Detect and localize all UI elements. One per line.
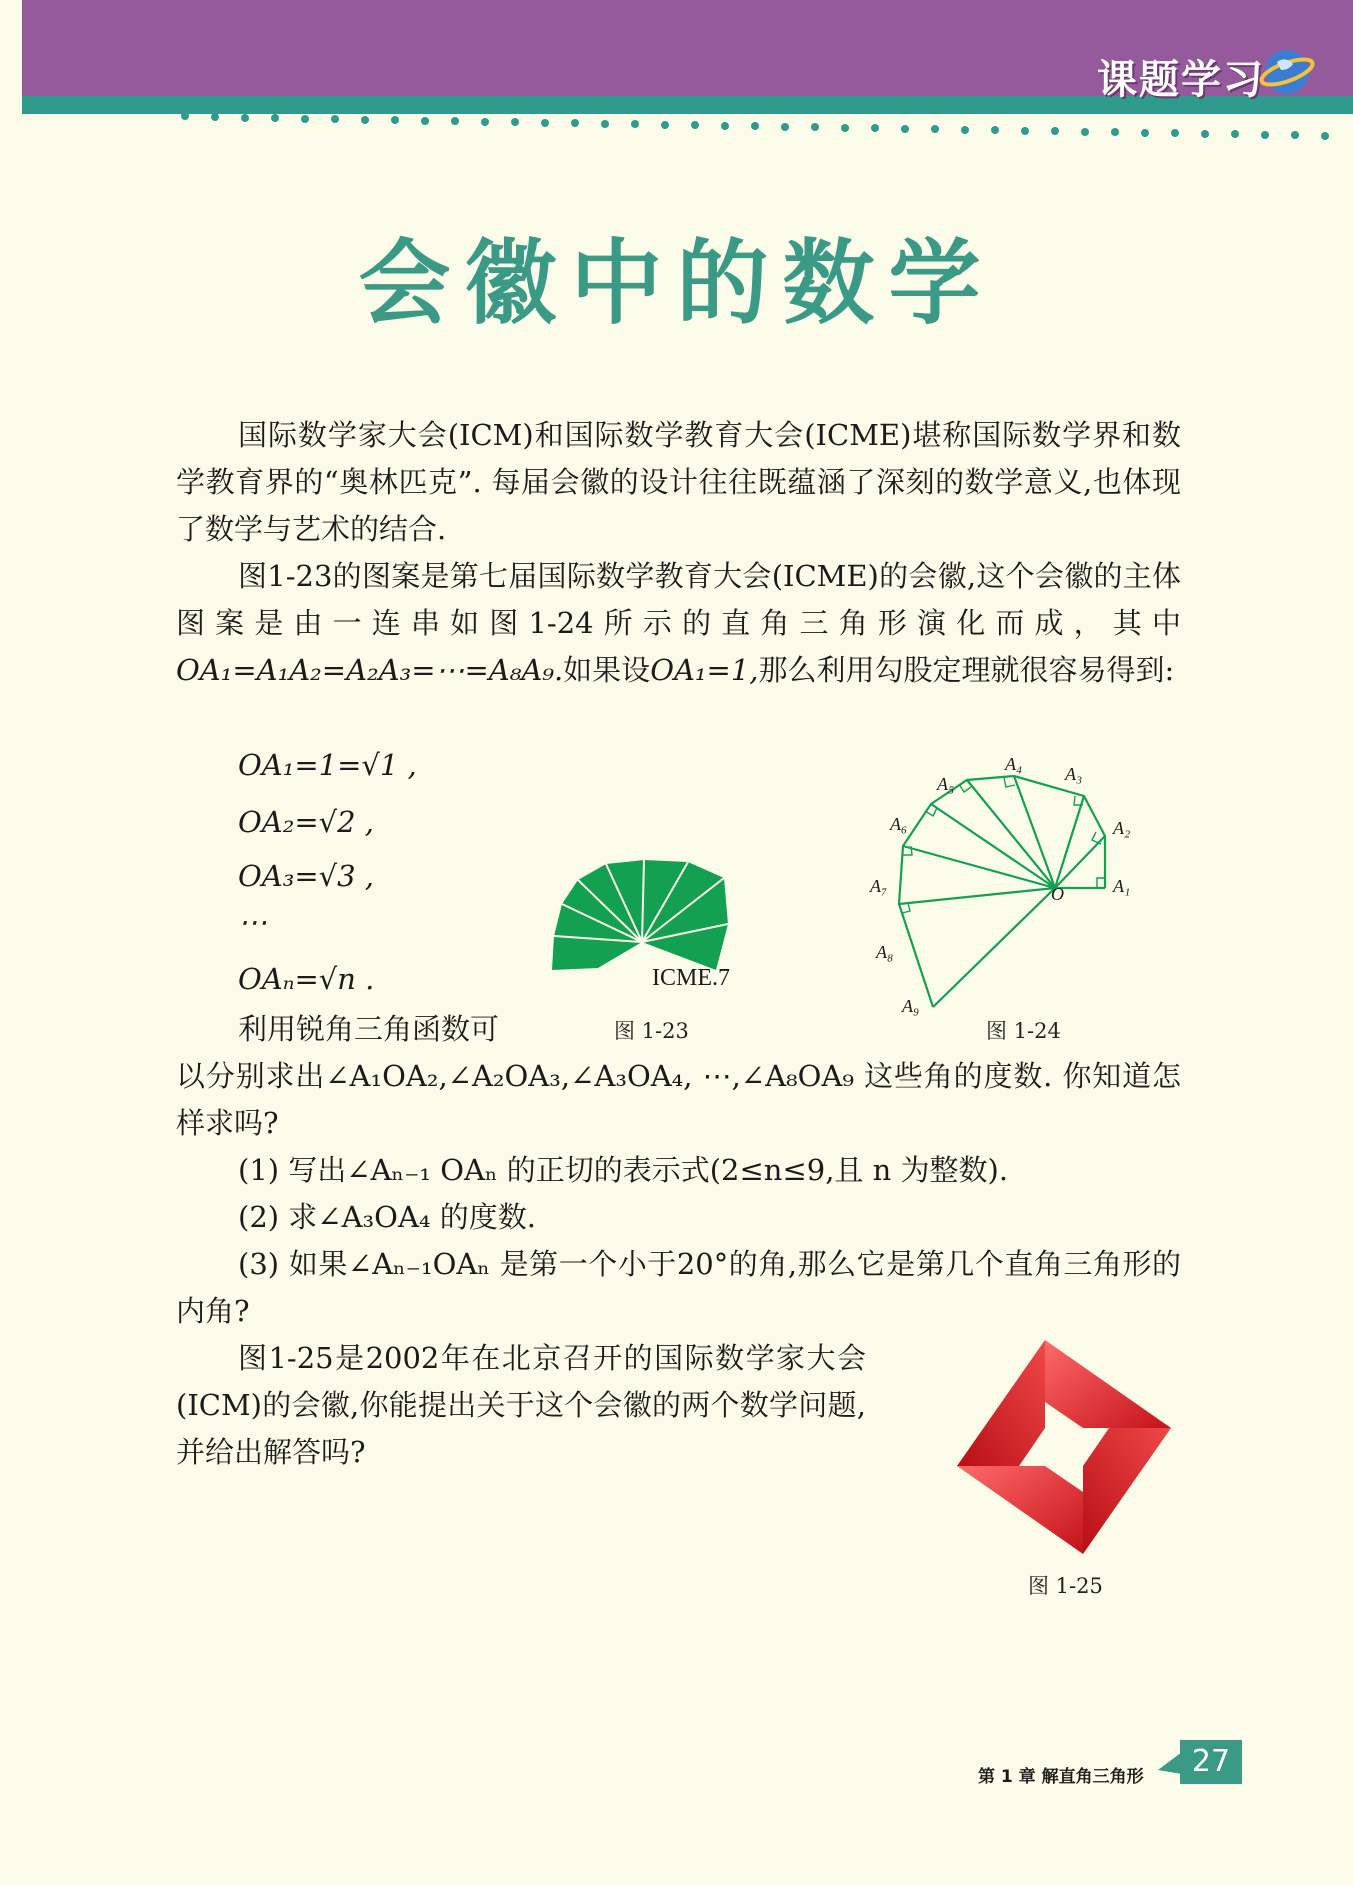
label-a9: A₉ (902, 996, 920, 1016)
intro-p2-text-b: 如果设 (563, 653, 651, 687)
label-a1: A₁ (1113, 876, 1131, 896)
label-o: O (1051, 884, 1064, 904)
label-a4: A₄ (1005, 754, 1023, 774)
figure-1-24-caption: 图 1-24 (986, 1019, 1061, 1043)
intro-paragraph-2 (176, 553, 1181, 694)
question-2: (2) 求∠A₃OA₄ 的度数. (238, 1200, 536, 1234)
globe-icon (1259, 44, 1315, 100)
intro-p2-text-a: 图1-23的图案是第七届国际数学教育大会(ICME)的会徽,这个会徽的主体图案是由一连串如图1-24所示的直角三角形演化而成，其中 (176, 559, 1181, 640)
decorative-dotted-border (175, 112, 1353, 146)
figure-1-23-caption: 图 1-23 (614, 1019, 689, 1043)
label-a2: A₂ (1113, 818, 1131, 838)
right-triangle-spiral-diagram (860, 752, 1150, 1030)
intro-p2-text-c: 那么利用勾股定理就很容易得到: (758, 653, 1175, 687)
label-a3: A₃ (1065, 764, 1083, 784)
equation-oa2: OA₂=√2 , (238, 805, 375, 839)
label-a7: A₇ (870, 876, 888, 896)
icm-2002-logo (955, 1338, 1173, 1556)
intro-paragraph-1: 国际数学家大会(ICM)和国际数学教育大会(ICME)堪称国际数学界和数学教育界的“奥林匹克”. 每届会徽的设计往往既蕴涵了深刻的数学意义,也体现了数学与艺术的结合. (176, 418, 1181, 546)
question-3: (3) 如果∠Aₙ₋₁OAₙ 是第一个小于20°的角,那么它是第几个直角三角形的内角? (176, 1247, 1181, 1328)
equation-oa1: OA₁=1=√1 , (238, 748, 417, 782)
question-1: (1) 写出∠Aₙ₋₁ OAₙ 的正切的表示式(2≤n≤9,且 n 为整数). (238, 1153, 1009, 1187)
section-label: 课题学习 (1097, 57, 1265, 103)
label-a6: A₆ (890, 814, 908, 834)
page-title: 会徽中的数学 (358, 230, 995, 337)
paragraph-4: 图1-25是2002年在北京召开的国际数学家大会(ICM)的会徽,你能提出关于这个会徽的两个数学问题,并给出解答吗? (176, 1341, 866, 1469)
equation-oa3: OA₃=√3 , (238, 859, 375, 893)
paragraph-3-start: 利用锐角三角函数可 (238, 1012, 500, 1046)
intro-p2-equation: OA₁=A₁A₂=A₂A₃=⋯=A₈A₉. (176, 653, 564, 687)
chapter-label: 第 1 章 解直角三角形 (978, 1767, 1144, 1787)
icme7-logo-text: ICME.7 (652, 965, 730, 991)
paragraph-3-rest: 以分别求出∠A₁OA₂,∠A₂OA₃,∠A₃OA₄, ⋯,∠A₈OA₉ 这些角的度数. 你知道怎样求吗? (176, 1059, 1181, 1140)
figure-1-25-caption: 图 1-25 (1028, 1574, 1103, 1598)
intro-p2-equation-2: OA₁=1, (650, 653, 759, 687)
label-a5: A₅ (937, 774, 955, 794)
label-a8: A₈ (876, 942, 894, 962)
equation-oan: OAₙ=√n . (238, 962, 375, 996)
page-number: 27 (1180, 1740, 1242, 1784)
icme7-logo (548, 858, 736, 980)
equation-ellipsis: ⋯ (238, 905, 267, 939)
page-tab-arrow (1158, 1752, 1182, 1774)
